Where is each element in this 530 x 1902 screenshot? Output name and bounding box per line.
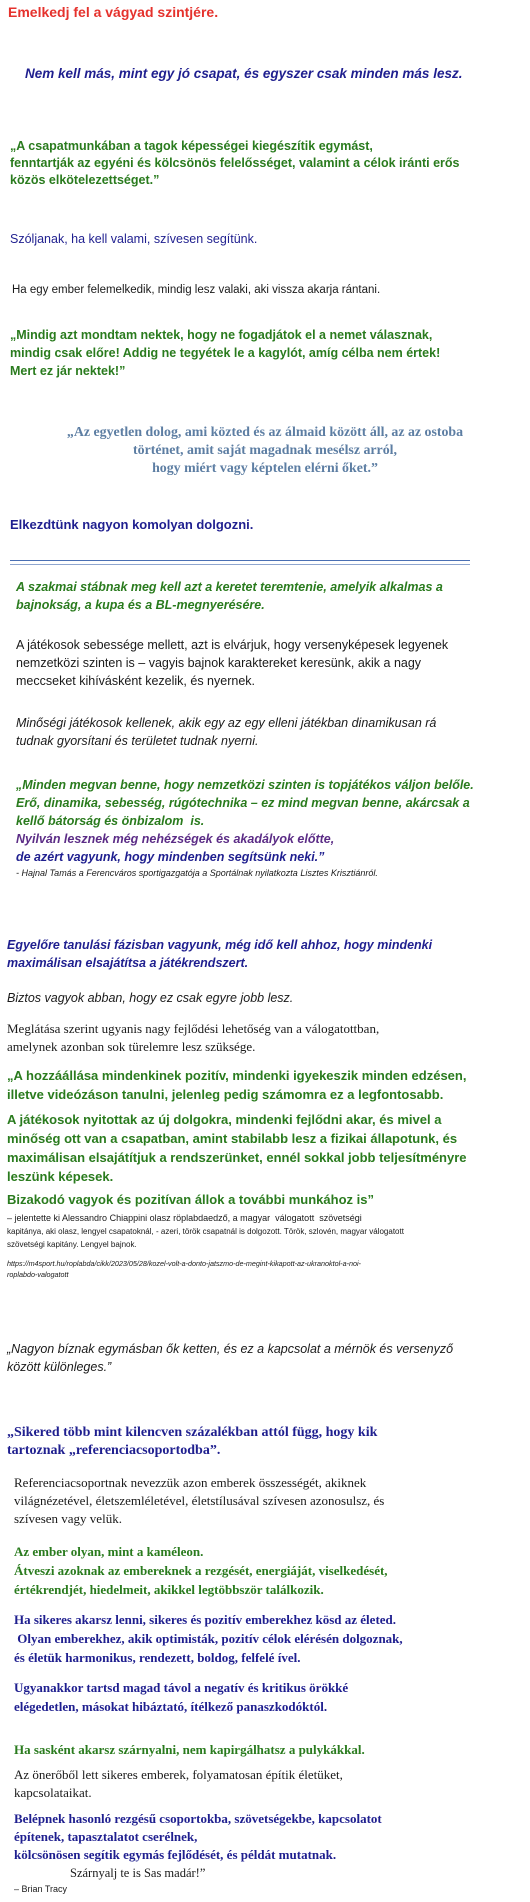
- join-line: kölcsönösen segítik egymás fejlődését, és példát mutatnak.: [14, 1847, 337, 1862]
- hopeful-line: Bizakodó vagyok és pozitívan állok a további munkához is”: [7, 1192, 374, 1207]
- distance-line: Ugyanakkor tartsd magad távol a negatív és kritikus örökké: [14, 1680, 349, 1695]
- sure-line: Biztos vagyok abban, hogy ez csak egyre jobb lesz.: [7, 991, 294, 1005]
- quote-line: közös elkötelezettséget.”: [10, 173, 160, 187]
- definition-line: világnézetével, életszemléletével, életstílusával szívesen azonosulsz, és: [14, 1493, 385, 1508]
- soar-line: Szárnyalj te is Sas madár!”: [70, 1866, 206, 1880]
- quote-line: Mert ez jár nektek!”: [10, 364, 126, 378]
- quality-line: Minőségi játékosok kellenek, akik egy az egy elleni játékban dinamikusan rá: [16, 716, 437, 730]
- opinion-line: Meglátása szerint ugyanis nagy fejlődési lehetőség van a válogatottban,: [7, 1021, 380, 1036]
- chameleon-line: értékrendjét, hiedelmeit, akikkel legtöbbször találkozik.: [14, 1582, 324, 1597]
- quote-line: „Mindig azt mondtam nektek, hogy ne fogadjátok el a nemet válasznak,: [10, 328, 433, 342]
- self-made-line: Az önerőből lett sikeres emberek, folyamatosan építik életüket,: [14, 1767, 343, 1782]
- help-him-line: de azért vagyunk, hogy mindenben segítsünk neki.”: [16, 850, 325, 864]
- heading-line: Egyelőre tanulási fázisban vagyunk, még idő kell ahhoz, hogy mindenki: [7, 938, 433, 952]
- quote-line: A játékosok nyitottak az új dolgokra, mindenki fejlődni akar, és mivel a: [7, 1112, 442, 1127]
- quote-line: „A csapatmunkában a tagok képességei kiegészítik egymást,: [10, 139, 373, 153]
- speed-line: A játékosok sebessége mellett, azt is elvárjuk, hogy versenyképesek legyenek: [16, 638, 449, 652]
- success-line: Ha sikeres akarsz lenni, sikeres és pozitív emberekhez kösd az életed.: [14, 1612, 397, 1627]
- join-line: építenek, tapasztalatot cserélnek,: [14, 1829, 198, 1844]
- chameleon-line: Az ember olyan, mint a kaméleon.: [14, 1544, 204, 1559]
- credit-line: szövetségi kapitány. Lengyel bajnok.: [7, 1240, 137, 1249]
- quote-line: mindig csak előre! Addig ne tegyétek le a kagylót, amíg célba nem értek!: [10, 346, 441, 360]
- serious-line: Elkezdtünk nagyon komolyan dolgozni.: [10, 517, 254, 532]
- quote-line: „A hozzáállása mindenkinek pozitív, mindenki igyekeszik minden edzésen,: [7, 1068, 467, 1083]
- eagle-line: Ha sasként akarsz szárnyalni, nem kapirgálhatsz a pulykákkal.: [14, 1742, 365, 1757]
- self-made-line: kapcsolataikat.: [14, 1785, 92, 1800]
- quote-line: Erő, dinamika, sebesség, rúgótechnika – ez mind megvan benne, akárcsak a: [16, 796, 470, 810]
- speed-line: meccseket kihívásként kezelik, és nyernek.: [16, 674, 255, 688]
- quote-line: illetve videózáson tanulni, jelenleg pedig számomra ez a legfontosabb.: [7, 1087, 444, 1102]
- join-line: Belépnek hasonló rezgésű csoportokba, szövetségekbe, kapcsolatot: [14, 1811, 382, 1826]
- source-url-line[interactable]: https://m4sport.hu/roplabda/cikk/2023/05/28/kozel-volt-a-donto-jatszmo-de-megint-kikapott-az-ukranoktol-a-noi-: [7, 1259, 361, 1268]
- credit-line: – jelentette ki Alessandro Chiappini olasz röplabdaedző, a magyar válogatott szövetségi: [7, 1213, 362, 1223]
- section-divider: [10, 564, 470, 565]
- definition-line: szívesen vagy velük.: [14, 1511, 122, 1526]
- quality-line: tudnak gyorsítani és területet tudnak nyerni.: [16, 734, 259, 748]
- opinion-line: amelynek azonban sok türelemre lesz szüksége.: [7, 1039, 256, 1054]
- author-credit: – Brian Tracy: [14, 1884, 68, 1894]
- quote-line: kellő bátorság és önbizalom is.: [16, 814, 205, 828]
- speed-line: nemzetközi szinten is – vagyis bajnok karaktereket keresünk, akik a nagy: [16, 656, 422, 670]
- quote-line: hogy miért vagy képtelen elérni őket.”: [152, 461, 378, 476]
- difficulties-line: Nyilván lesznek még nehézségek és akadályok előtte,: [16, 832, 335, 846]
- page-title: Emelkedj fel a vágyad szintjére.: [8, 4, 219, 20]
- quote-line: fenntartják az egyéni és kölcsönös felelősséget, valamint a célok iránti erős: [10, 156, 460, 170]
- credit-line: kapitánya, aki olasz, lengyel csapatoknál, - azeri, török csapatnál is dolgozott. Török, szlovén, magyar válogatott: [7, 1227, 404, 1236]
- quote-line: „Minden megvan benne, hogy nemzetközi szinten is topjátékos váljon belőle.: [16, 778, 474, 792]
- distance-line: elégedetlen, másokat hibáztató, ítélkező panaszkodóktól.: [14, 1699, 328, 1714]
- chameleon-line: Átveszi azoknak az embereknek a rezgését, energiáját, viselkedését,: [14, 1563, 388, 1578]
- quote-line: történet, amit saját magadnak mesélsz arról,: [133, 443, 397, 458]
- quote-line: „Az egyetlen dolog, ami közted és az álmaid között áll, az az ostoba: [66, 425, 464, 440]
- staff-line: bajnokság, a kupa és a BL-megnyerésére.: [16, 598, 265, 612]
- help-line: Szóljanak, ha kell valami, szívesen segítünk.: [10, 232, 258, 246]
- staff-attribution: - Hajnal Tamás a Ferencváros sportigazgatója a Sportálnak nyilatkozta Lisztes Krisztiánról.: [16, 868, 378, 878]
- quote-line: között különleges.”: [7, 1360, 112, 1374]
- source-url-line[interactable]: roplabdo-valogatott: [7, 1270, 69, 1279]
- heading-line: maximálisan elsajátítsa a játékrendszert.: [7, 956, 249, 970]
- success-line: és életük harmonikus, rendezett, boldog, felfelé ível.: [14, 1650, 301, 1665]
- raise-line: Ha egy ember felemelkedik, mindig lesz valaki, aki vissza akarja rántani.: [12, 284, 381, 296]
- definition-line: Referenciacsoportnak nevezzük azon emberek összességét, akiknek: [14, 1475, 367, 1490]
- quote-line: „Nagyon bíznak egymásban ők ketten, és ez a kapcsolat a mérnök és versenyző: [7, 1342, 454, 1356]
- success-line: Olyan emberekhez, akik optimisták, pozitív célok elérésén dolgoznak,: [14, 1631, 403, 1646]
- staff-line: A szakmai stábnak meg kell azt a keretet teremtenie, amelyik alkalmas a: [16, 580, 443, 594]
- quote-line: maximálisan elsajátítjuk a rendszerünket, ennél sokkal jobb teljesítményre: [7, 1150, 467, 1165]
- heading-line: tartoznak „referenciacsoportodba”.: [7, 1443, 221, 1458]
- section-divider: [10, 560, 470, 561]
- page-subtitle: Nem kell más, mint egy jó csapat, és egyszer csak minden más lesz.: [25, 66, 463, 81]
- heading-line: „Sikered több mint kilencven százalékban attól függ, hogy kik: [7, 1425, 378, 1440]
- quote-line: leszünk képesek.: [7, 1169, 114, 1184]
- quote-line: minőség ott van a csapatban, amint stabilabb lesz a fizikai állapotunk, és: [7, 1131, 458, 1146]
